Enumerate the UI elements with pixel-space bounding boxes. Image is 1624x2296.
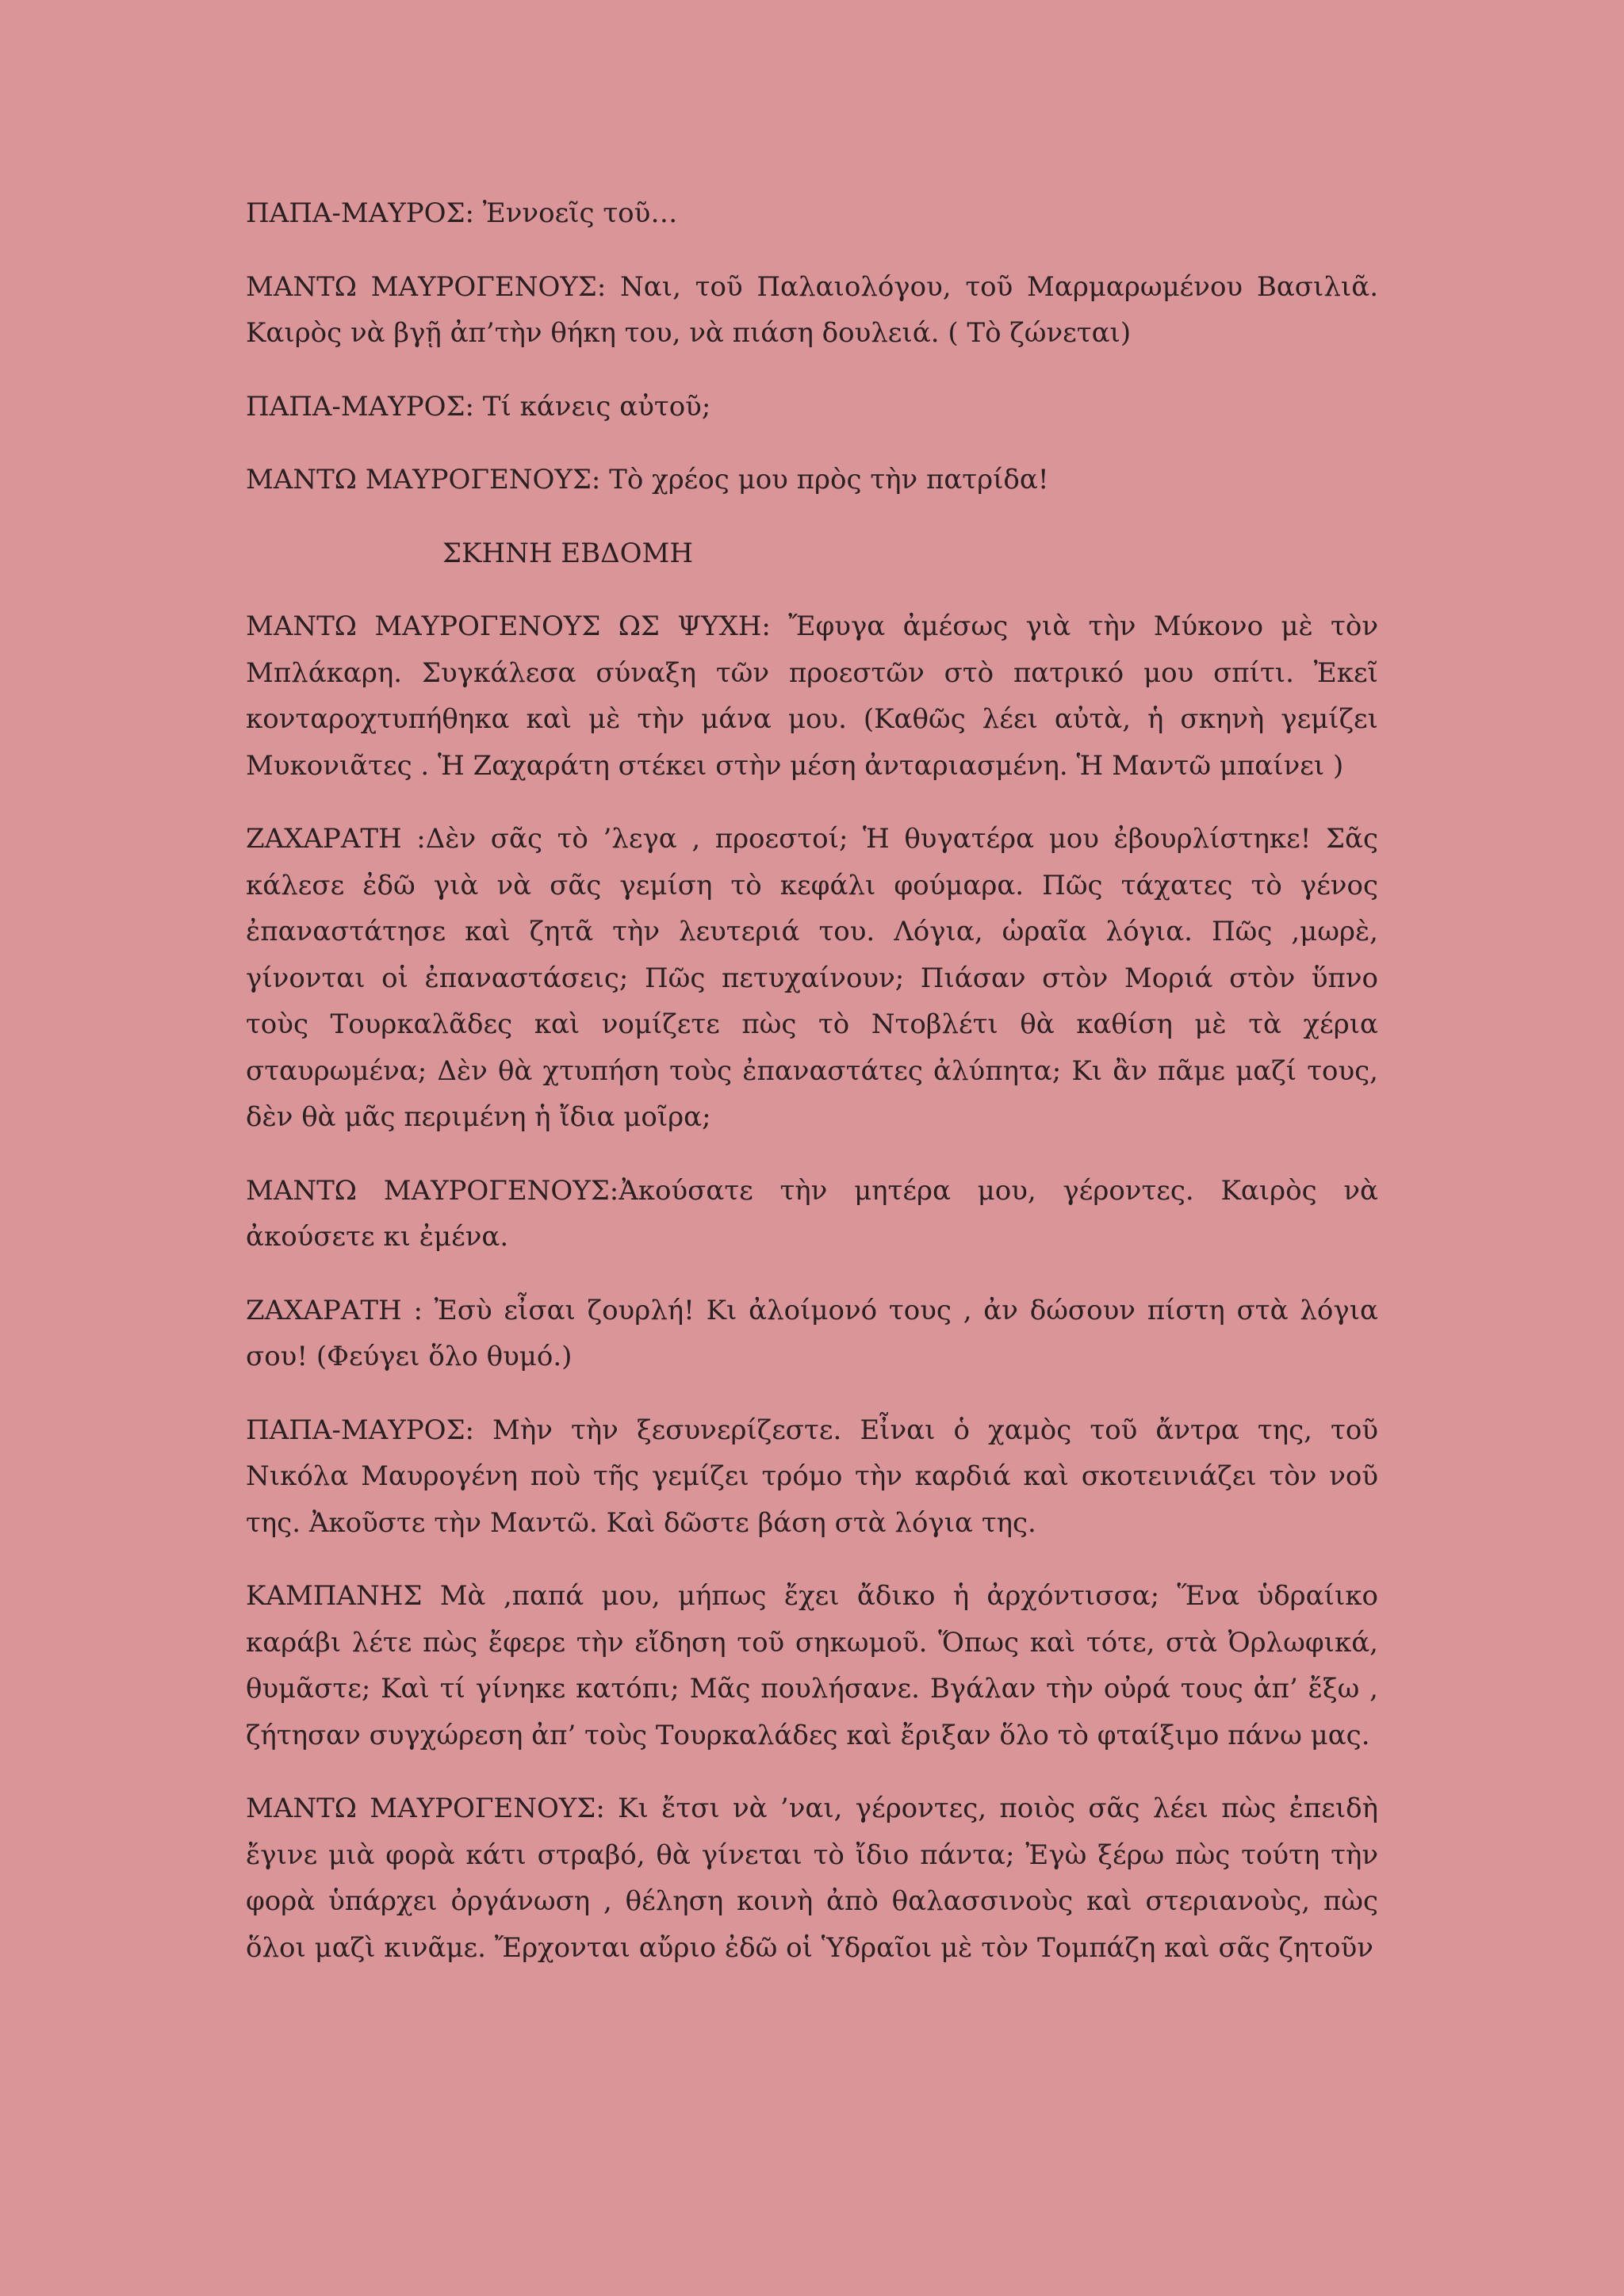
dialogue-manto-4: ΜΑΝΤΩ ΜΑΥΡΟΓΕΝΟΥΣ: Κι ἔτσι νὰ ’ναι, γέροντες, ποιὸς σᾶς λέει πὼς ἐπειδὴ ἔγινε μιὰ φορὰ κάτι στραβό, θὰ γίνεται τὸ ἴδιο πάντα; Ἐγὼ ξέρω πὼς τούτη τὴν φορὰ ὑπάρχει ὀργάνωση , θέληση κοινὴ ἀπὸ θαλασσινοὺς καὶ στεριανοὺς, πὼς ὅλοι μαζὶ κινᾶμε. Ἔρχονται αὔριο ἐδῶ οἱ Ὑδραῖοι μὲ τὸν Τομπάζη καὶ σᾶς ζητοῦν	[246, 1793, 1378, 1964]
dialogue-papa-mavros-3: ΠΑΠΑ-ΜΑΥΡΟΣ: Μὴν τὴν ξεσυνερίζεστε. Εἶναι ὁ χαμὸς τοῦ ἄντρα της, τοῦ Νικόλα Μαυρογένη ποὺ τῆς γεμίζει τρόμο τὴν καρδιά καὶ σκοτεινιάζει τὸν νοῦ της. Ἀκοῦστε τὴν Μαντῶ. Καὶ δῶστε βάση στὰ λόγια της.	[246, 1414, 1378, 1539]
document-body	[246, 190, 1378, 1998]
dialogue-papa-mavros-2: ΠΑΠΑ-ΜΑΥΡΟΣ: Τί κάνεις αὐτοῦ;	[246, 390, 711, 423]
dialogue-manto-soul: ΜΑΝΤΩ ΜΑΥΡΟΓΕΝΟΥΣ ΩΣ ΨΥΧΗ: Ἔφυγα ἀμέσως γιὰ τὴν Μύκονο μὲ τὸν Μπλάκαρη. Συγκάλεσα σύναξη τῶν προεστῶν στὸ πατρικό μου σπίτι. Ἐκεῖ κονταροχτυπήθηκα καὶ μὲ τὴν μάνα μου. (Καθῶς λέει αὐτὰ, ἡ σκηνὴ γεμίζει Μυκονιᾶτες . Ἡ Ζαχαράτη στέκει στὴν μέση ἀνταριασμένη. Ἡ Μαντῶ μπαίνει )	[246, 610, 1378, 782]
dialogue-manto-1: ΜΑΝΤΩ ΜΑΥΡΟΓΕΝΟΥΣ: Ναι, τοῦ Παλαιολόγου, τοῦ Μαρμαρωμένου Βασιλιᾶ. Καιρὸς νὰ βγῇ ἀπ’τὴν θήκη του, νὰ πιάση δουλειά. ( Τὸ ζώνεται)	[246, 270, 1378, 349]
dialogue-zacharati-2: ΖΑΧΑΡΑΤΗ : Ἐσὺ εἶσαι ζουρλή! Κι ἀλοίμονό τους , ἀν δώσουν πίστη στὰ λόγια σου! (Φεύγει ὅλο θυμό.)	[246, 1294, 1378, 1372]
dialogue-manto-3: ΜΑΝΤΩ ΜΑΥΡΟΓΕΝΟΥΣ:Ἀκούσατε τὴν μητέρα μου, γέροντες. Καιρὸς νὰ ἀκούσετε κι ἐμένα.	[246, 1174, 1378, 1253]
dialogue-manto-2: ΜΑΝΤΩ ΜΑΥΡΟΓΕΝΟΥΣ: Τὸ χρέος μου πρὸς τὴν πατρίδα!	[246, 464, 1049, 496]
dialogue-zacharati-1: ΖΑΧΑΡΑΤΗ :Δὲν σᾶς τὸ ’λεγα , προεστοί; Ἡ θυγατέρα μου ἐβουρλίστηκε! Σᾶς κάλεσε ἐδῶ γιὰ νὰ σᾶς γεμίση τὸ κεφάλι φούμαρα. Πῶς τάχατες τὸ γένος ἐπαναστάτησε καὶ ζητᾶ τὴν λευτεριά του. Λόγια, ὡραῖα λόγια. Πῶς ,μωρὲ, γίνονται οἱ ἐπαναστάσεις; Πῶς πετυχαίνουν; Πιάσαν στὸν Μοριά στὸν ὕπνο τοὺς Τουρκαλᾶδες καὶ νομίζετε πὼς τὸ Ντοβλέτι θὰ καθίση μὲ τὰ χέρια σταυρωμένα; Δὲν θὰ χτυπήση τοὺς ἐπαναστάτες ἀλύπητα; Κι ἂν πᾶμε μαζί τους, δὲν θὰ μᾶς περιμένη ἡ ἴδια μοῖρα;	[246, 823, 1378, 1133]
scene-heading: ΣΚΗΝΗ ΕΒΔΟΜΗ	[442, 537, 693, 569]
dialogue-kampanis: ΚΑΜΠΑΝΗΣ Μὰ ,παπά μου, μήπως ἔχει ἄδικο ἡ ἀρχόντισσα; Ἕνα ὑδραίικο καράβι λέτε πὼς ἔφερε τὴν εἴδηση τοῦ σηκωμοῦ. Ὅπως καὶ τότε, στὰ Ὀρλωφικά, θυμᾶστε; Καὶ τί γίνηκε κατόπι; Μᾶς πουλήσανε. Βγάλαν τὴν οὐρά τους ἀπ’ ἔξω , ζήτησαν συγχώρεση ἀπ’ τοὺς Τουρκαλάδες καὶ ἔριξαν ὅλο τὸ φταίξιμο πάνω μας.	[246, 1580, 1378, 1751]
dialogue-papa-mavros-1: ΠΑΠΑ-ΜΑΥΡΟΣ: Ἐννοεῖς τοῦ…	[246, 197, 678, 229]
